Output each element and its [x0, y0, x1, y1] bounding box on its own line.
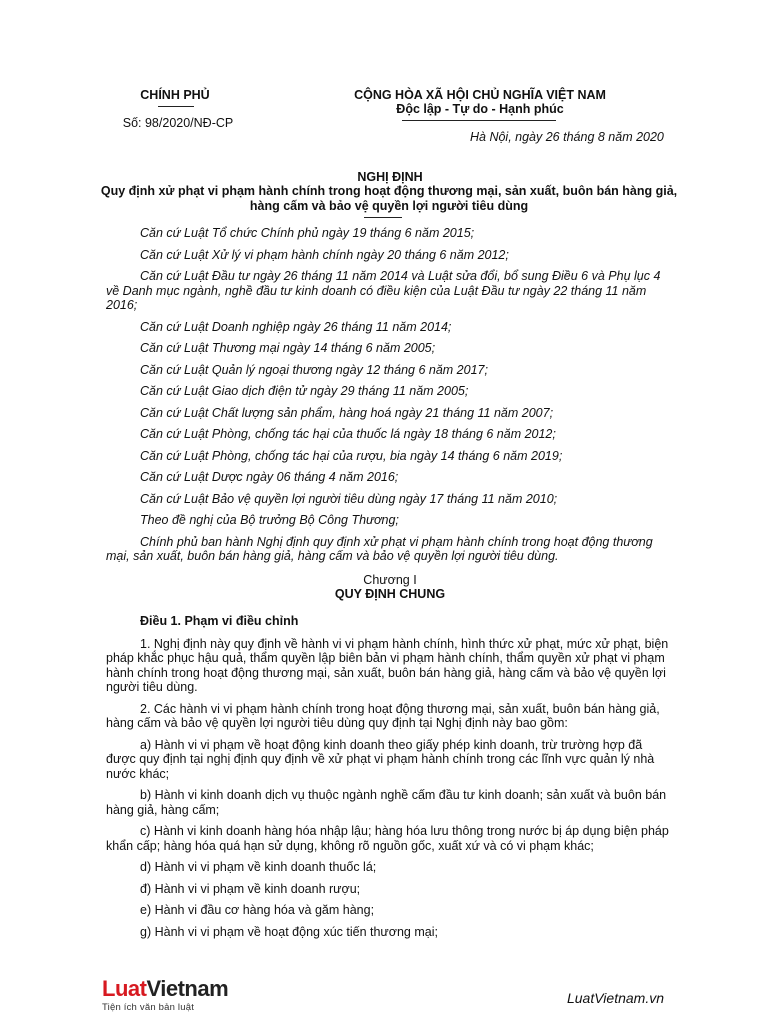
motto-underline	[402, 120, 556, 121]
legal-basis-item: Căn cứ Luật Phòng, chống tác hại của thuốc lá ngày 18 tháng 6 năm 2012;	[140, 427, 556, 441]
chapter-title: QUY ĐỊNH CHUNG	[334, 587, 446, 601]
legal-basis-item: Căn cứ Luật Quản lý ngoại thương ngày 12 tháng 6 năm 2017;	[140, 362, 488, 377]
article-clause: 2. Các hành vi vi phạm hành chính trong hoạt động thương mại, sản xuất, buôn bán hàng giả, hàng cấm và bảo vệ quyền lợi người tiêu dùng quy định tại Nghị định này bao gồm:	[106, 701, 660, 730]
legal-basis-item: Căn cứ Luật Giao dịch điện tử ngày 29 tháng 11 năm 2005;	[140, 384, 469, 398]
national-motto: Độc lập - Tự do - Hạnh phúc	[396, 102, 564, 116]
legal-basis-item: Căn cứ Luật Bảo vệ quyền lợi người tiêu dùng ngày 17 tháng 11 năm 2010;	[140, 491, 558, 506]
article-point: đ) Hành vi vi phạm về kinh doanh rượu;	[140, 881, 361, 896]
legal-bases	[106, 226, 674, 564]
legal-basis-item: Căn cứ Luật Doanh nghiệp ngày 26 tháng 11 năm 2014;	[140, 319, 452, 334]
luatvietnam-logo[interactable]	[102, 978, 228, 1013]
issuing-authority: CHÍNH PHỦ	[140, 88, 210, 102]
logo-word-vietnam: Vietnam	[146, 976, 229, 1001]
legal-basis-item: Căn cứ Luật Tổ chức Chính phủ ngày 19 tháng 6 năm 2015;	[140, 226, 475, 240]
article-point: b) Hành vi kinh doanh dịch vụ thuộc ngành nghề cấm đầu tư kinh doanh; sản xuất và buôn bán hàng giả, hàng cấm;	[106, 788, 667, 817]
article-point: e) Hành vi đầu cơ hàng hóa và găm hàng;	[140, 903, 375, 917]
article-point: d) Hành vi vi phạm về kinh doanh thuốc lá;	[140, 860, 377, 874]
article-point: c) Hành vi kinh doanh hàng hóa nhập lậu; hàng hóa lưu thông trong nước bị áp dụng biện pháp khẩn cấp; hàng hóa quá hạn sử dụng, không rõ nguồn gốc, xuất xứ và có vi phạm khác;	[106, 824, 669, 853]
legal-basis-item: Căn cứ Luật Dược ngày 06 tháng 4 năm 2016;	[140, 470, 399, 484]
document-subject: Quy định xử phạt vi phạm hành chính trong hoạt động thương mại, sản xuất, buôn bán hàng giả, hàng cấm và bảo vệ quyền lợi người tiêu dùng	[100, 184, 678, 213]
article-point: a) Hành vi vi phạm về hoạt động kinh doanh theo giấy phép kinh doanh, trừ trường hợp đã được quy định tại nghị định quy định về xử phạt vi phạm hành chính trong các lĩnh vực quản lý nhà nước khác;	[106, 737, 655, 781]
legal-basis-item: Căn cứ Luật Thương mại ngày 14 tháng 6 năm 2005;	[140, 341, 436, 355]
legal-basis-item: Căn cứ Luật Chất lượng sản phẩm, hàng hoá ngày 21 tháng 11 năm 2007;	[140, 405, 554, 420]
document-type: NGHỊ ĐỊNH	[357, 170, 423, 184]
logo-wordmark	[102, 978, 228, 1000]
chapter-number: Chương I	[363, 573, 417, 587]
footer-url-link[interactable]: LuatVietnam.vn	[566, 990, 664, 1006]
article-title: Điều 1. Phạm vi điều chỉnh	[140, 614, 299, 628]
logo-tagline: Tiện ích văn bản luật	[102, 1002, 195, 1013]
legal-basis-item: Căn cứ Luật Phòng, chống tác hại của rượu, bia ngày 14 tháng 6 năm 2019;	[140, 448, 563, 463]
legal-basis-item: Theo đề nghị của Bộ trưởng Bộ Công Thương;	[140, 513, 399, 527]
authority-underline	[158, 106, 194, 107]
place-and-date: Hà Nội, ngày 26 tháng 8 năm 2020	[470, 130, 664, 144]
article-clause: 1. Nghị định này quy định về hành vi vi phạm hành chính, hình thức xử phạt, mức xử phạt, biện pháp khắc phục hậu quả, thẩm quyền lập biên bản vi phạm hành chính, thẩm quyền xử phạt vi phạm hành chính trong hoạt động thương mại, sản xuất, buôn bán hàng giả, hàng cấm và bảo vệ quyền lợi người tiêu dùng.	[106, 636, 669, 694]
legal-basis-item: Căn cứ Luật Đầu tư ngày 26 tháng 11 năm 2014 và Luật sửa đổi, bổ sung Điều 6 và Phụ lục 4 về Danh mục ngành, nghề đầu tư kinh doanh có điều kiện của Luật Đầu tư ngày 22 tháng 11 năm 2016;	[106, 269, 661, 312]
country-name: CỘNG HÒA XÃ HỘI CHỦ NGHĨA VIỆT NAM	[354, 88, 606, 102]
logo-word-luat: Luat	[102, 976, 147, 1001]
article-point: g) Hành vi vi phạm về hoạt động xúc tiến thương mại;	[140, 924, 438, 939]
title-underline	[364, 217, 402, 218]
document-number: Số: 98/2020/NĐ-CP	[122, 116, 234, 130]
promulgation-statement: Chính phủ ban hành Nghị định quy định xử phạt vi phạm hành chính trong hoạt động thương mại, sản xuất, buôn bán hàng giả, hàng cấm và bảo vệ quyền lợi người tiêu dùng.	[106, 534, 653, 563]
article-1	[106, 614, 674, 939]
legal-basis-item: Căn cứ Luật Xử lý vi phạm hành chính ngày 20 tháng 6 năm 2012;	[140, 247, 509, 262]
